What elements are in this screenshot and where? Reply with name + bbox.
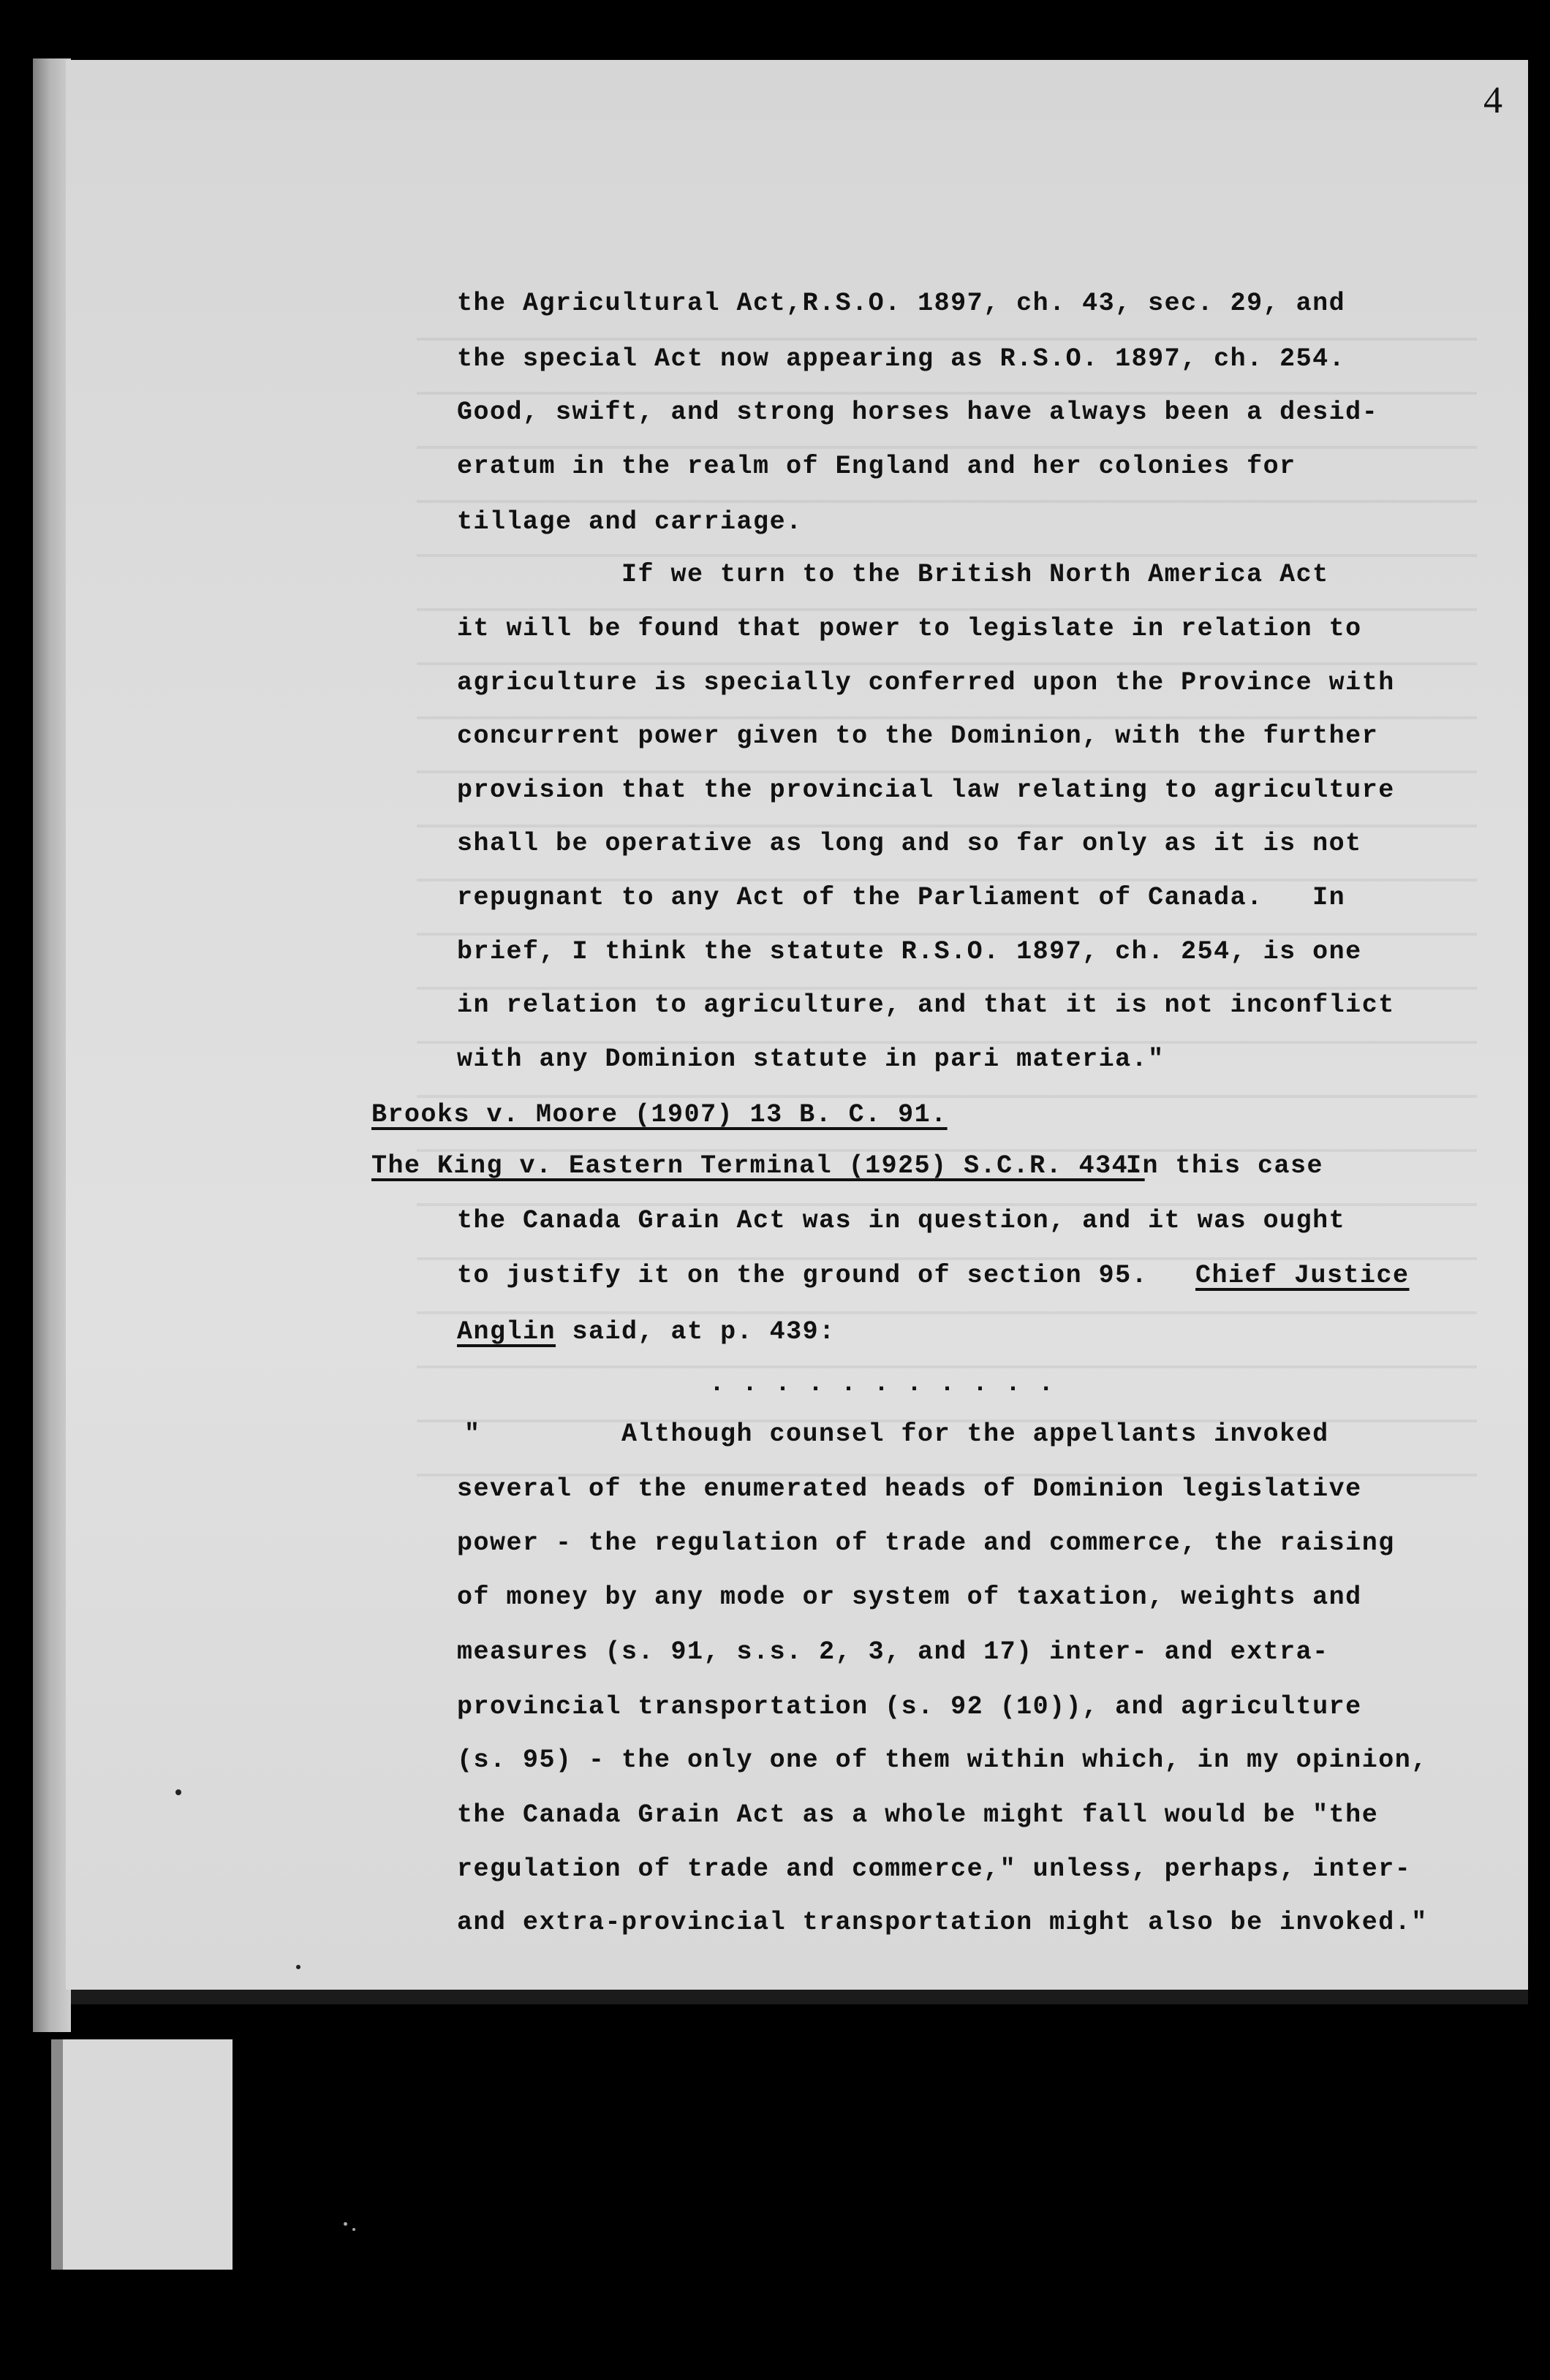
body-line-11: shall be operative as long and so far only as it is not	[457, 829, 1362, 858]
quote-open-mark: "	[464, 1420, 481, 1449]
body-line-12: repugnant to any Act of the Parliament of Canada. In	[457, 883, 1346, 912]
anglin-name: Anglin	[457, 1317, 556, 1346]
citation-2-continuation: In this case	[1126, 1151, 1324, 1180]
quote-line-4: of money by any mode or system of taxation, weights and	[457, 1583, 1362, 1612]
body-line-2: the special Act now appearing as R.S.O. 1897, ch. 254.	[457, 344, 1346, 374]
body-line-14: in relation to agriculture, and that it is not inconflict	[457, 990, 1395, 1020]
body-line-8: agriculture is specially conferred upon the Province with	[457, 668, 1395, 697]
body-line-10: provision that the provincial law relating to agriculture	[457, 776, 1395, 805]
body-line-7: it will be found that power to legislate in relation to	[457, 614, 1362, 643]
quote-line-9: regulation of trade and commerce," unless, perhaps, inter-	[457, 1854, 1412, 1884]
body-line-9: concurrent power given to the Dominion, with the further	[457, 721, 1379, 751]
citation-brooks-v-moore: Brooks v. Moore (1907) 13 B. C. 91.	[371, 1100, 948, 1129]
body-line-6: If we turn to the British North America Act	[621, 560, 1329, 589]
film-leader-tab	[51, 2039, 232, 2270]
chief-justice-label: Chief Justice	[1195, 1261, 1410, 1290]
case-line-2: to justify it on the ground of section 95.	[457, 1261, 1149, 1290]
body-line-13: brief, I think the statute R.S.O. 1897, ch. 254, is one	[457, 937, 1362, 966]
citation-king-v-eastern-terminal: The King v. Eastern Terminal (1925) S.C.R. 434.	[371, 1151, 1145, 1180]
quote-line-5: measures (s. 91, s.s. 2, 3, and 17) inter- and extra-	[457, 1637, 1329, 1667]
margin-dot-1	[175, 1789, 181, 1795]
ellipsis: . . . . . . . . . . .	[709, 1369, 1055, 1398]
film-speck-2	[352, 2228, 355, 2231]
film-speck-1	[344, 2222, 347, 2226]
quote-line-10: and extra-provincial transportation might also be invoked."	[457, 1908, 1428, 1937]
quote-line-7: (s. 95) - the only one of them within which, in my opinion,	[457, 1746, 1428, 1775]
page-number: 4	[1483, 80, 1502, 121]
body-line-5: tillage and carriage.	[457, 507, 803, 537]
quote-line-2: several of the enumerated heads of Dominion legislative	[457, 1474, 1362, 1504]
quote-line-1: Although counsel for the appellants invoked	[621, 1420, 1329, 1449]
anglin-continuation: said, at p. 439:	[556, 1317, 836, 1346]
quote-line-8: the Canada Grain Act as a whole might fall would be "the	[457, 1800, 1379, 1830]
body-line-4: eratum in the realm of England and her colonies for	[457, 452, 1296, 481]
body-line-3: Good, swift, and strong horses have always been a desid-	[457, 398, 1379, 427]
quote-line-6: provincial transportation (s. 92 (10)), and agriculture	[457, 1692, 1362, 1721]
margin-dot-2	[296, 1965, 300, 1969]
body-line-1: the Agricultural Act,R.S.O. 1897, ch. 43, sec. 29, and	[457, 289, 1346, 318]
anglin-line	[457, 1319, 836, 1345]
case-line-1: the Canada Grain Act was in question, and it was ought	[457, 1206, 1346, 1235]
quote-line-3: power - the regulation of trade and commerce, the raising	[457, 1528, 1395, 1558]
body-line-15: with any Dominion statute in pari materia."	[457, 1045, 1165, 1074]
